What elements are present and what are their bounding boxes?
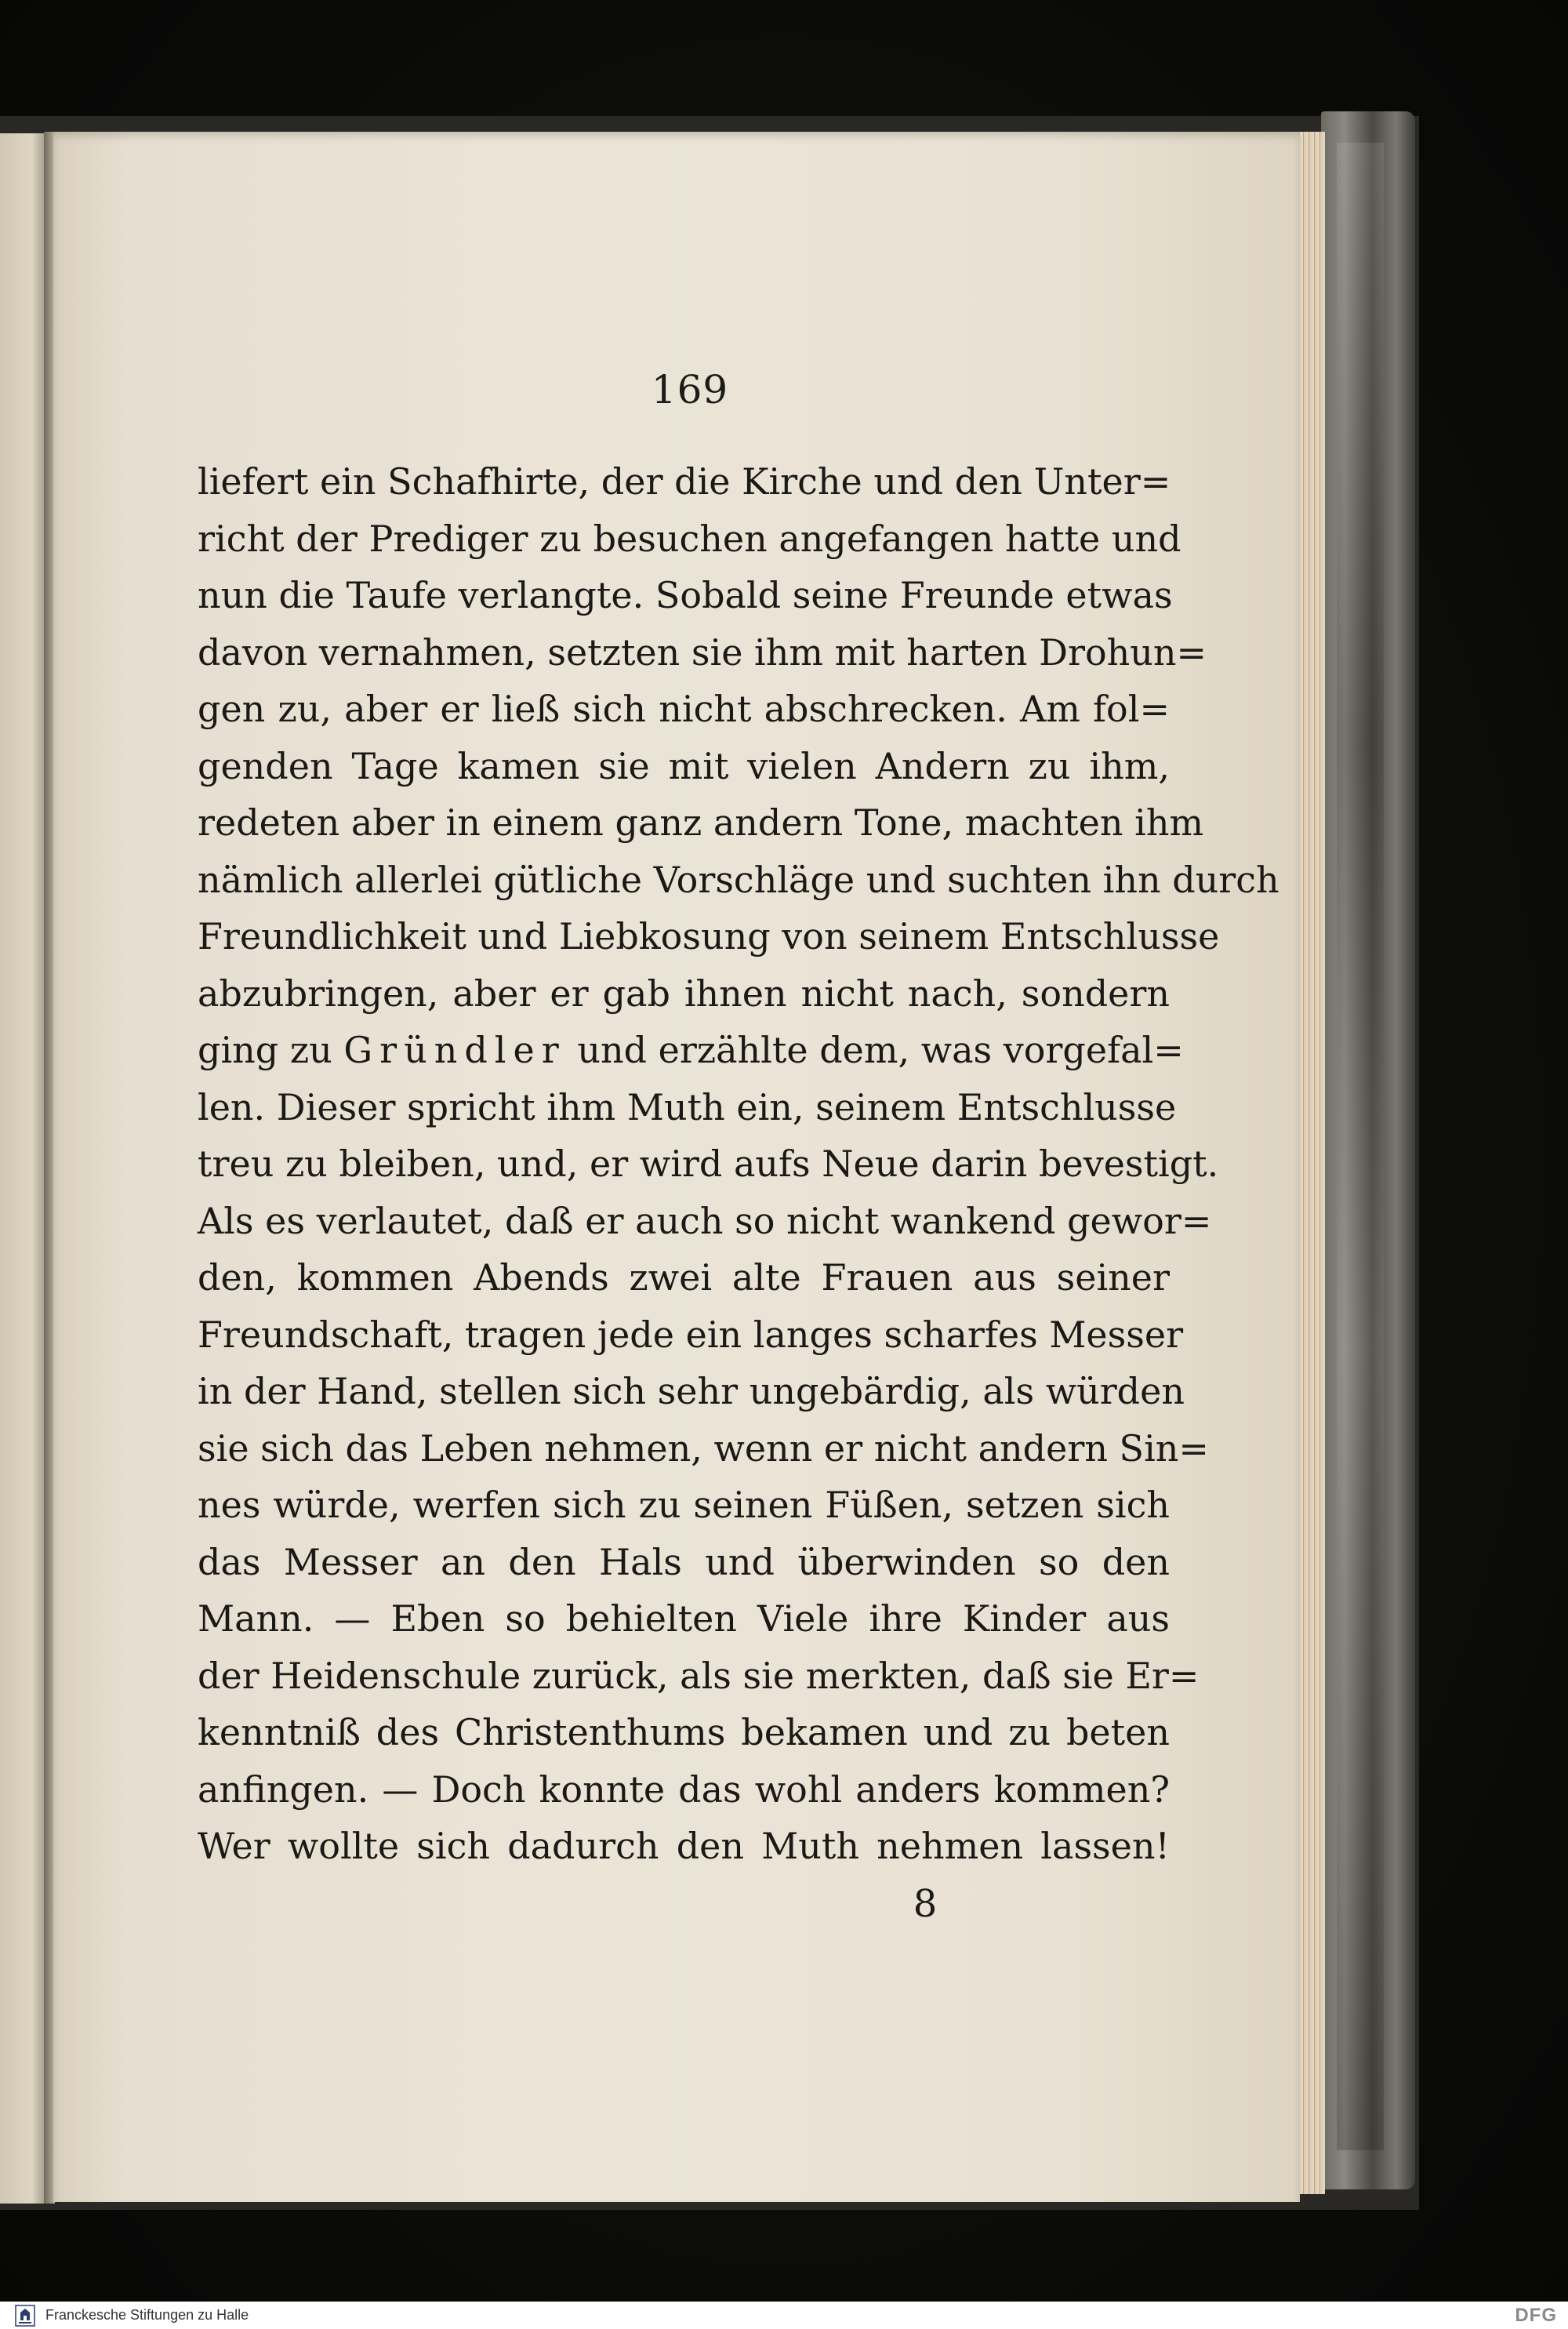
text-line: anfingen. — Doch konnte das wohl anders kommen? <box>198 1768 1170 1811</box>
text-line-gruendler <box>198 1022 1184 1079</box>
page-text <box>198 453 1279 1875</box>
text-line: davon vernahmen, setzten sie ihm mit harten Drohun= <box>198 630 1207 674</box>
text-line: Freundschaft, tragen jede ein langes scharfes Messer <box>198 1313 1184 1356</box>
text-line: abzubringen, aber er gab ihnen nicht nach, sondern <box>198 972 1170 1015</box>
spaced-name: Gründler <box>343 1029 566 1071</box>
text-line: Wer wollte sich dadurch den Muth nehmen lassen! <box>198 1825 1170 1867</box>
institution-logo-icon <box>11 2304 39 2327</box>
book-cover-edge <box>1321 111 1415 2189</box>
text-line: redeten aber in einem ganz andern Tone, machten ihm <box>198 801 1204 844</box>
text-line: sie sich das Leben nehmen, wenn er nicht andern Sin= <box>198 1426 1209 1470</box>
text-line: richt der Prediger zu besuchen angefangen hatte und <box>198 517 1181 560</box>
text-fragment: ging zu <box>198 1029 332 1071</box>
left-facing-page <box>0 133 45 2204</box>
text-line: in der Hand, stellen sich sehr ungebärdig, als würden <box>198 1370 1185 1412</box>
text-line: liefert ein Schafhirte, der die Kirche und den Unter= <box>198 460 1171 503</box>
institution-name: Franckesche Stiftungen zu Halle <box>45 2307 249 2323</box>
text-line: nun die Taufe verlangte. Sobald seine Freunde etwas <box>198 574 1173 616</box>
page-number: 169 <box>651 367 729 412</box>
text-line: genden Tage kamen sie mit vielen Andern zu ihm, <box>198 744 1170 787</box>
text-fragment: und erzählte dem, was vorgefal= <box>577 1029 1184 1071</box>
text-line: den, kommen Abends zwei alte Frauen aus seiner <box>198 1256 1170 1299</box>
dfg-logo: DFG <box>1515 2305 1557 2326</box>
text-line: Als es verlautet, daß er auch so nicht wankend gewor= <box>198 1199 1212 1242</box>
text-line: Mann. — Eben so behielten Viele ihre Kinder aus <box>198 1597 1170 1640</box>
text-line: der Heidenschule zurück, als sie merkten, daß sie Er= <box>198 1654 1200 1697</box>
viewer-footer <box>0 2302 1568 2329</box>
printer-signature: 8 <box>913 1882 938 1926</box>
text-line: Freundlichkeit und Liebkosung von seinem Entschlusse <box>198 915 1220 957</box>
text-line: das Messer an den Hals und überwinden so den <box>198 1540 1170 1583</box>
text-line: gen zu, aber er ließ sich nicht abschrecken. Am fol= <box>198 688 1170 730</box>
text-line: len. Dieser spricht ihm Muth ein, seinem Entschlusse <box>198 1085 1177 1128</box>
text-line: nämlich allerlei gütliche Vorschläge und suchten ihn durch <box>198 858 1279 901</box>
text-line: nes würde, werfen sich zu seinen Füßen, setzen sich <box>198 1484 1170 1526</box>
text-line: kenntniß des Christenthums bekamen und zu beten <box>198 1711 1170 1753</box>
text-line: treu zu bleiben, und, er wird aufs Neue darin bevestigt. <box>198 1143 1219 1185</box>
